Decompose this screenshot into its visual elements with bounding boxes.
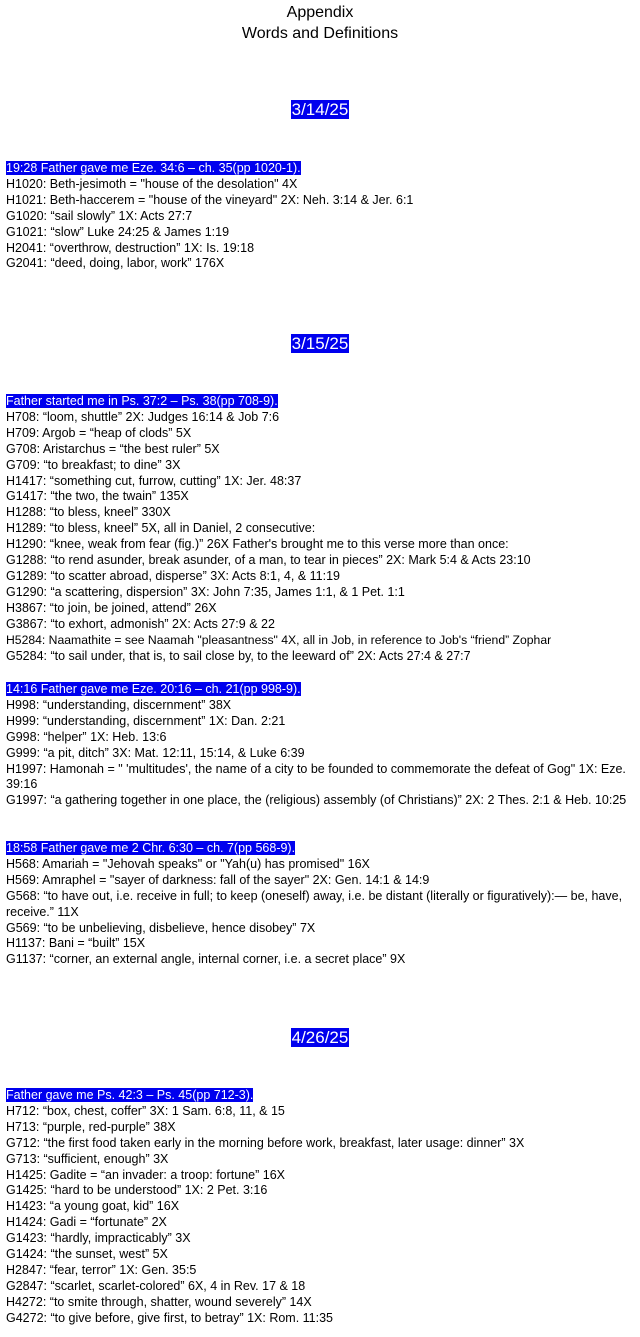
group-heading: Father started me in Ps. 37:2 – Ps. 38(pp 708-9). [6,394,278,408]
entry-line: H712: “box, chest, coffer” 3X: 1 Sam. 6:8, 11, & 15 [6,1103,285,1118]
entry-line: G998: “helper” 1X: Heb. 13:6 [6,729,167,744]
entry-line: H2041: “overthrow, destruction” 1X: Is. 19:18 [6,240,255,255]
entry-line: H1997: Hamonah = " 'multitudes', the name of a city to be founded to commemorate the defeat of Gog" 1X: Eze. 39:16 [6,761,626,792]
entry-line: G568: “to have out, i.e. receive in full; to keep (oneself) away, i.e. be distant (literally or figuratively):— be, have, receive.” 11X [6,888,623,919]
entry-line: G1020: “sail slowly” 1X: Acts 27:7 [6,208,193,223]
entry-line: G1288: “to rend asunder, break asunder, of a man, to tear in pieces” 2X: Mark 5:4 & Acts 23:10 [6,553,531,568]
entry-group [6,682,634,809]
entry-line: H569: Amraphel = "sayer of darkness: fall of the sayer" 2X: Gen. 14:1 & 14:9 [6,872,430,887]
entry-line: H1425: Gadite = “an invader: a troop: fortune” 16X [6,1167,285,1182]
group-heading: 18:58 Father gave me 2 Chr. 6:30 – ch. 7(pp 568-9). [6,841,296,855]
entry-line: H708: “loom, shuttle” 2X: Judges 16:14 & Job 7:6 [6,409,280,424]
entry-line: H998: “understanding, discernment” 38X [6,697,232,712]
date-heading: 4/26/25 [291,1028,349,1047]
entry-line: G709: “to breakfast; to dine” 3X [6,457,181,472]
entry-line: G1290: “a scattering, dispersion” 3X: John 7:35, James 1:1, & 1 Pet. 1:1 [6,584,405,599]
entry-line: G713: “sufficient, enough” 3X [6,1151,169,1166]
group-heading: 14:16 Father gave me Eze. 20:16 – ch. 21(pp 998-9). [6,682,301,696]
entry-line: H1288: “to bless, kneel” 330X [6,505,171,520]
entry-line: H999: “understanding, discernment” 1X: Dan. 2:21 [6,713,286,728]
entry-group [6,1088,634,1327]
entry-group [6,161,634,272]
entry-line: G999: “a pit, ditch” 3X: Mat. 12:11, 15:14, & Luke 6:39 [6,745,305,760]
entry-line: G1137: “corner, an external angle, internal corner, i.e. a secret place” 9X [6,952,406,967]
entry-line: G4272: “to give before, give first, to betray” 1X: Rom. 11:35 [6,1310,334,1325]
entry-line: G2041: “deed, doing, labor, work” 176X [6,256,225,271]
title-line-2: Words and Definitions [241,25,399,42]
entry-line: H1289: “to bless, kneel” 5X, all in Daniel, 2 consecutive: [6,521,316,536]
entry-group [6,841,634,968]
entry-line: G1424: “the sunset, west” 5X [6,1247,168,1262]
entry-line: G712: “the first food taken early in the morning before work, breakfast, later usage: dinner” 3X [6,1135,525,1150]
entry-line: G3867: “to exhort, admonish” 2X: Acts 27:9 & 22 [6,616,275,631]
document-title [0,2,640,44]
entry-line: G1997: “a gathering together in one place, the (religious) assembly (of Christians)” 2X: 2 Thes. 2:1 & Heb. 10:25 [6,793,627,808]
group-heading: 19:28 Father gave me Eze. 34:6 – ch. 35(pp 1020-1). [6,161,301,175]
title-line-1: Appendix [286,4,354,21]
entry-line: G1423: “hardly, impracticably” 3X [6,1231,191,1246]
entry-line: H1290: “knee, weak from fear (fig.)” 26X Father's brought me to this verse more than once: [6,537,509,552]
entry-line: H2847: “fear, terror” 1X: Gen. 35:5 [6,1262,197,1277]
entry-line: G1425: “hard to be understood” 1X: 2 Pet. 3:16 [6,1183,268,1198]
entry-line: H1424: Gadi = “fortunate” 2X [6,1215,167,1230]
entry-line: H1021: Beth-haccerem = "house of the vineyard" 2X: Neh. 3:14 & Jer. 6:1 [6,192,414,207]
entry-line: G1417: “the two, the twain” 135X [6,489,189,504]
entry-line: H3867: “to join, be joined, attend” 26X [6,600,217,615]
entry-line: G1289: “to scatter abroad, disperse” 3X: Acts 8:1, 4, & 11:19 [6,568,340,583]
entry-line: G708: Aristarchus = “the best ruler” 5X [6,441,220,456]
entry-line: G5284: “to sail under, that is, to sail close by, to the leeward of” 2X: Acts 27:4 & 27:7 [6,648,471,663]
entry-line: G2847: “scarlet, scarlet-colored” 6X, 4 in Rev. 17 & 18 [6,1278,306,1293]
entry-line: H1417: “something cut, furrow, cutting” 1X: Jer. 48:37 [6,473,302,488]
entry-line: H4272: “to smite through, shatter, wound severely” 14X [6,1294,312,1309]
entry-line: H713: “purple, red-purple” 38X [6,1119,176,1134]
entry-line: G1021: “slow” Luke 24:25 & James 1:19 [6,224,230,239]
date-heading: 3/14/25 [291,100,349,119]
group-heading: Father gave me Ps. 42:3 – Ps. 45(pp 712-3). [6,1088,254,1102]
entry-line: H709: Argob = “heap of clods” 5X [6,425,192,440]
entry-line: H568: Amariah = "Jehovah speaks" or "Yah(u) has promised" 16X [6,856,370,871]
entry-line: G569: “to be unbelieving, disbelieve, hence disobey” 7X [6,920,316,935]
entry-line: H5284: Naamathite = see Naamah "pleasantness" 4X, all in Job, in reference to Job's “friend” Zophar [6,632,552,647]
entry-line: H1423: “a young goat, kid” 16X [6,1199,180,1214]
entry-line: H1137: Bani = “built” 15X [6,936,146,951]
date-heading: 3/15/25 [291,334,349,353]
entry-line: H1020: Beth-jesimoth = "house of the desolation" 4X [6,176,298,191]
entry-group [6,394,634,664]
